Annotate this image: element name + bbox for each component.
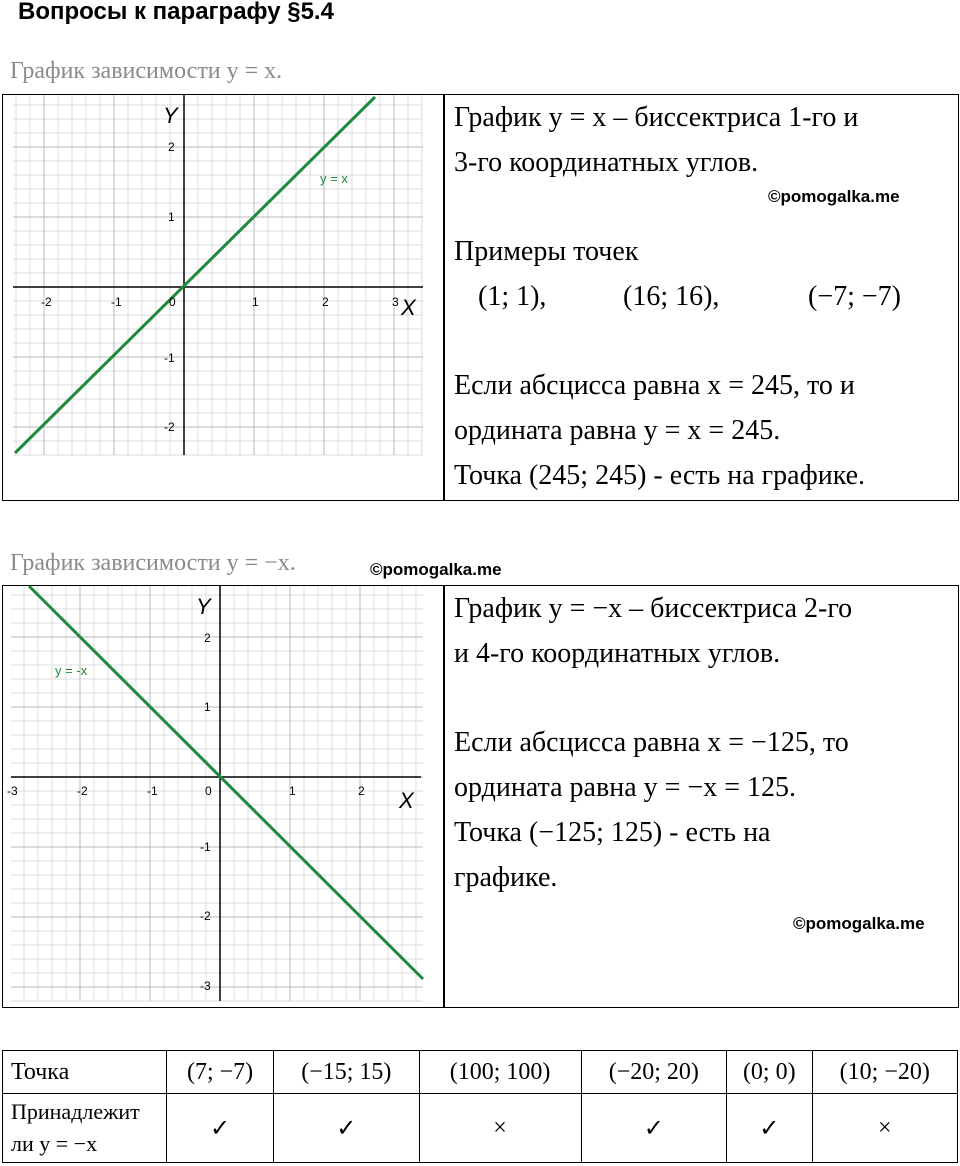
tick-x: -1	[147, 784, 158, 798]
axis-x-label: X	[399, 788, 414, 813]
graph-y-equals-x	[13, 95, 435, 457]
text-line: Точка (245; 245) - есть на графике.	[454, 460, 866, 491]
example-point: (16; 16),	[623, 281, 720, 312]
tick-x: -2	[77, 784, 88, 798]
watermark: ©pomogalka.me	[768, 187, 900, 206]
example-point: (1; 1),	[478, 281, 547, 312]
tick-x: 2	[322, 295, 329, 309]
row-header: Принадлежит ли y = −x	[3, 1094, 167, 1163]
text-line: графике.	[454, 862, 558, 893]
check-icon: ✓	[274, 1094, 419, 1163]
line-label: y = -x	[55, 663, 88, 678]
tick-x: 1	[289, 784, 296, 798]
section1-box	[2, 94, 959, 501]
section2-caption: График зависимости y = −x.	[10, 550, 296, 576]
divider	[443, 95, 445, 500]
tick-x: -3	[7, 784, 18, 798]
text-line: График y = x – биссектриса 1-го и	[454, 102, 859, 133]
text-line: и 4-го координатных углов.	[454, 638, 781, 669]
table-cell: (7; −7)	[167, 1051, 274, 1094]
axis-y-label: Y	[163, 103, 178, 128]
tick-y: 1	[204, 700, 211, 714]
tick-x: 0	[169, 295, 176, 309]
table-cell: (−15; 15)	[274, 1051, 419, 1094]
line-y-equals-minus-x	[29, 586, 423, 979]
text-line: ордината равна y = −x = 125.	[454, 772, 796, 803]
examples-title: Примеры точек	[454, 236, 639, 267]
axis-y-label: Y	[196, 594, 211, 619]
watermark: ©pomogalka.me	[793, 914, 925, 933]
table-row	[3, 1094, 958, 1163]
text-line: 3-го координатных углов.	[454, 147, 759, 178]
caption-watermark: ©pomogalka.me	[370, 560, 502, 579]
tick-x: -1	[111, 295, 122, 309]
cross-icon: ×	[812, 1094, 957, 1163]
points-table	[2, 1050, 958, 1163]
text-line: Если абсцисса равна x = −125, то	[454, 727, 849, 758]
tick-x: 1	[252, 295, 259, 309]
tick-x: 3	[392, 295, 399, 309]
tick-y: 1	[168, 210, 175, 224]
tick-y: -2	[200, 909, 211, 923]
cross-icon: ×	[419, 1094, 581, 1163]
tick-y: 2	[204, 631, 211, 645]
tick-y: -2	[164, 420, 175, 434]
table-row	[3, 1051, 958, 1094]
line-y-equals-x	[15, 97, 375, 453]
tick-x: 2	[358, 784, 365, 798]
table-cell: (−20; 20)	[581, 1051, 726, 1094]
check-icon: ✓	[167, 1094, 274, 1163]
tick-x: -2	[41, 295, 52, 309]
table-cell: (10; −20)	[812, 1051, 957, 1094]
divider	[443, 586, 445, 1007]
section1-caption: График зависимости y = x.	[10, 58, 283, 84]
text-line: Точка (−125; 125) - есть на	[454, 817, 771, 848]
page-title: Вопросы к параграфу §5.4	[18, 0, 334, 25]
tick-y: -1	[200, 840, 211, 854]
row-header: Точка	[3, 1051, 167, 1094]
axis-x-label: X	[401, 295, 416, 320]
tick-y: 2	[168, 140, 175, 154]
text-line: ордината равна y = x = 245.	[454, 415, 781, 446]
graph-y-equals-minus-x	[7, 586, 431, 1004]
tick-y: -1	[164, 351, 175, 365]
text-line: График y = −x – биссектриса 2-го	[454, 593, 853, 624]
line-label: y = x	[320, 171, 348, 186]
tick-x: 0	[205, 784, 212, 798]
table-cell: (100; 100)	[419, 1051, 581, 1094]
example-point: (−7; −7)	[808, 281, 902, 312]
tick-y: -3	[200, 979, 211, 993]
check-icon: ✓	[727, 1094, 813, 1163]
check-icon: ✓	[581, 1094, 726, 1163]
table-cell: (0; 0)	[727, 1051, 813, 1094]
text-line: Если абсцисса равна x = 245, то и	[454, 370, 855, 401]
section2-box	[2, 585, 959, 1008]
